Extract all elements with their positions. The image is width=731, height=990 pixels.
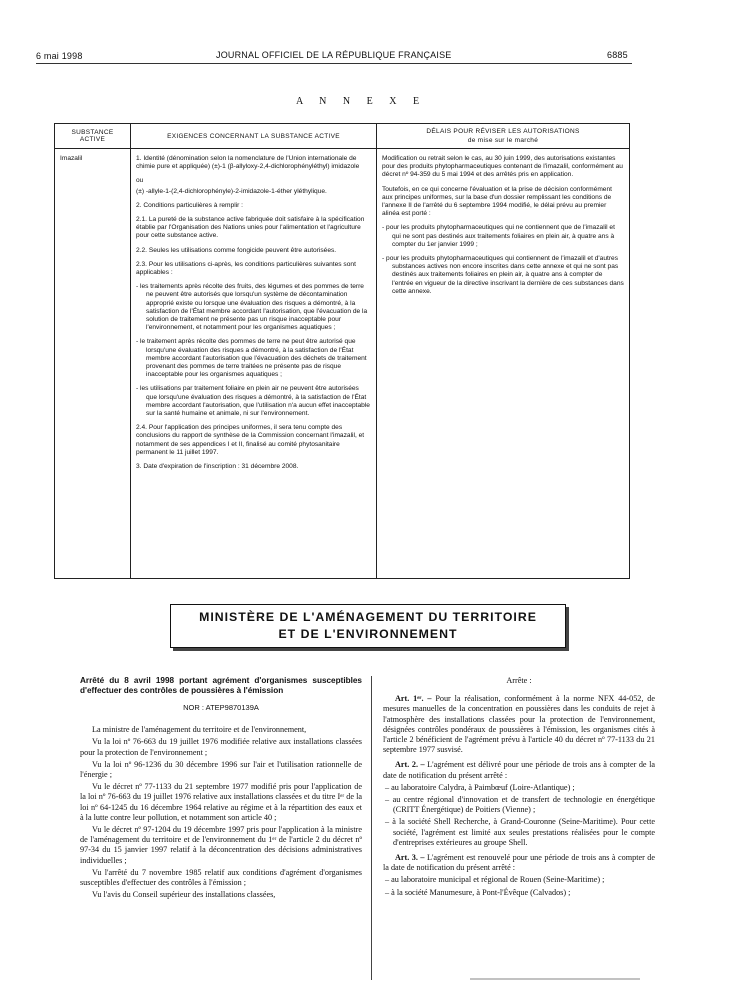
scan-smudge [470,978,640,980]
header-page-number: 6885 [607,50,628,60]
article-1: Art. 1ᵉʳ. – Pour la réalisation, conformément à la norme NFX 44-052, de mesures manuelles de la concentration en poussières dans les conduits de rejet à l'atmosphère des installations classées pour la protection de l'environnement, désignées contrôles pondéraux de poussières à l'émission, les organismes cités à l'article 2 bénéficient de l'agrément prévu à l'article 40 du décret nº 77-1133 du 21 septembre 1977 susvisé. [383,694,656,755]
col-header-substance: SUBSTANCE ACTIVE [55,124,131,149]
exig-2: (±) -allyle-1-(2,4-dichlorophényle)-2-imidazole-1-éther yléthylique. [136,187,327,195]
annexe-table [54,123,630,579]
exig-11: 3. Date d'expiration de l'inscription : 31 décembre 2008. [136,463,299,471]
article-3: Art. 3. – L'agrément est renouvelé pour une période de trois ans à compter de la date de notification du présent arrêté : [383,853,656,873]
visa-2: Vu la loi nº 96-1236 du 30 décembre 1996 sur l'air et l'utilisation rationnelle de l'énergie ; [80,759,362,780]
visa-1: Vu la loi nº 76-663 du 19 juillet 1976 modifiée relative aux installations classées pour la protection de l'environnement ; [80,737,362,757]
arrete-word: Arrête : [506,676,532,685]
art3-item-0: – au laboratoire municipal et régional de Rouen (Seine-Maritime) ; [385,875,605,885]
exig-4: 2.1. La pureté de la substance active fabriquée doit satisfaire à la spécification établie par l'Organisation des Nations unies pour l'alimentation et l'agriculture pour cette substance active. [136,216,365,240]
col-header-exigences: EXIGENCES CONCERNANT LA SUBSTANCE ACTIVE [131,124,377,149]
ministere-line-2: ET DE L'ENVIRONNEMENT [278,627,458,641]
header-rule [36,63,632,64]
delai-3: - pour les produits phytopharmaceutiques qui ne contiennent que de l'imazalil et qui ne sont pas destinés aux traitements foliaires en plein air, à quatre ans à compter du 1er janvier 1999 ; [382,224,615,248]
visa-3: Vu le décret nº 77-1133 du 21 septembre 1977 modifié pris pour l'application de la loi nº 76-663 du 19 juillet 1976 relative aux installations classées et du titre Iᵉʳ de la loi nº 64-1245 du 16 décembre 1964 relative au régime et à la répartition des eaux et à la lutte contre leur pollution, et notamment son article 40 ; [80,782,362,822]
art2-item-2: – à la société Shell Recherche, à Grand-Couronne (Seine-Maritime). Pour cette société, l'agrément est limité aux seules prestations réalisées pour le compte d'entreprises extérieures au groupe Shell. [385,817,655,847]
art2-item-0: – au laboratoire Calydra, à Paimbœuf (Loire-Atlantique) ; [385,782,575,792]
delai-2: Toutefois, en ce qui concerne l'évaluation et la prise de décision conformément aux principes uniformes, sur la base d'un dossier remplissant les conditions de l'annexe II de l'arrêté du 6 septembre 1994 modifié, le délai prévu au premier alinéa est porté : [382,185,612,218]
exig-6: 2.3. Pour les utilisations ci-après, les conditions particulières suivantes sont applicables : [136,260,356,277]
cell-substance: Imazalil [55,149,131,579]
cell-exigences [131,149,377,579]
column-divider [371,676,372,980]
exig-3: 2. Conditions particulières à remplir : [136,201,244,209]
visa-0: La ministre de l'aménagement du territoire et de l'environnement, [92,725,307,735]
annexe-title: A N N E X E [296,96,427,107]
header-date: 6 mai 1998 [36,51,83,61]
exig-1: 1. Identité (dénomination selon la nomenclature de l'Union internationale de chimie pure et appliquée) (±)-1 (β-allyloxy-2,4-dichlorophényléthyl) imidazole [136,155,360,171]
left-column [80,676,362,902]
visa-4: Vu le décret nº 97-1204 du 19 décembre 1997 pris pour l'application à la ministre de l'aménagement du territoire et de l'environnement du 1ᵉʳ de l'article 2 du décret nº 97-34 du 15 janvier 1997 relatif à la déconcentration des décisions administratives individuelles ; [80,825,362,865]
nor-reference: NOR : ATEP9870139A [183,703,259,712]
exig-5: 2.2. Seules les utilisations comme fongicide peuvent être autorisées. [136,246,337,254]
exig-9: - les utilisations par traitement foliaire en plein air ne peuvent être autorisées que lorsqu'une évaluation des risques a démontré, à la satisfaction de l'État membre accordant l'autorisation, que l'utilisation n'a aucun effet inacceptable sur la santé humaine et animale, ni sur l'environnement. [136,385,370,418]
delai-1: Modification ou retrait selon le cas, au 30 juin 1999, des autorisations existantes pour des produits phytopharmaceutiques contenant de l'imazalil, conformément au décret nº 94-359 du 5 mai 1994 et des arrêtés pris en application. [382,155,623,179]
arrete-title: Arrêté du 8 avril 1998 portant agrément d'organismes susceptibles d'effectuer des contrôles de poussières à l'émission [80,676,362,695]
visa-5: Vu l'arrêté du 7 novembre 1985 relatif aux conditions d'agrément d'organismes susceptibles d'effectuer des contrôles à l'émission ; [80,867,362,888]
art2-item-1: – au centre régional d'innovation et de transfert de technologie en énergétique (CRITT Énergétique) de Poitiers (Vienne) ; [385,795,655,815]
exig-7: - les traitements après récolte des fruits, des légumes et des pommes de terre ne peuvent être autorisés que lorsqu'un système de décontamination approprié existe ou lorsque une évaluation des risques a démontré, à la satisfaction de l'État membre accordant l'autorisation, que l'évacuation de la solution de traitement ne présente pas un risque inacceptable pour l'environnement, et notamment pour les organismes aquatiques ; [136,283,368,332]
ministere-heading [170,604,566,648]
delai-4: - pour les produits phytopharmaceutiques qui contiennent de l'imazalil et d'autres substances actives non encore inscrites dans cette annexe et qui ne sont pas destinés aux traitements foliaires en plein air, à quatre ans à compter de l'entrée en vigueur de la directive inscrivant la dernière de ces substances dans cette annexe. [382,255,624,295]
cell-delais [377,149,630,579]
exig-8: - le traitement après récolte des pommes de terre ne peut être autorisé que lorsqu'une évaluation des risques a démontré, à la satisfaction de l'État membre accordant l'autorisation que l'évacuation des déchets de traitement provenant des pommes de terre traitées ne présente pas de risque inacceptable pour les organismes aquatiques ; [136,338,367,379]
visa-6: Vu l'avis du Conseil supérieur des installations classées, [92,890,276,900]
exig-ou: ou [136,177,144,185]
right-column [383,676,655,900]
col-header-delais: DÉLAIS POUR RÉVISER LES AUTORISATIONS de mise sur le marché [377,124,630,149]
art3-item-1: – à la société Manumesure, à Pont-l'Évêque (Calvados) ; [385,887,571,897]
ministere-line-1: MINISTÈRE DE L'AMÉNAGEMENT DU TERRITOIRE [199,610,537,624]
header-journal: JOURNAL OFFICIEL DE LA RÉPUBLIQUE FRANÇAISE [216,50,452,60]
exig-10: 2.4. Pour l'application des principes uniformes, il sera tenu compte des conclusions du rapport de synthèse de la Commission concernant l'imazalil, et notamment de ses appendices I et II, finalisé au comité phytosanitaire permanent le 11 juillet 1997. [136,424,365,456]
article-2: Art. 2. – L'agrément est délivré pour une période de trois ans à compter de la date de notification du présent arrêté : [383,760,656,780]
